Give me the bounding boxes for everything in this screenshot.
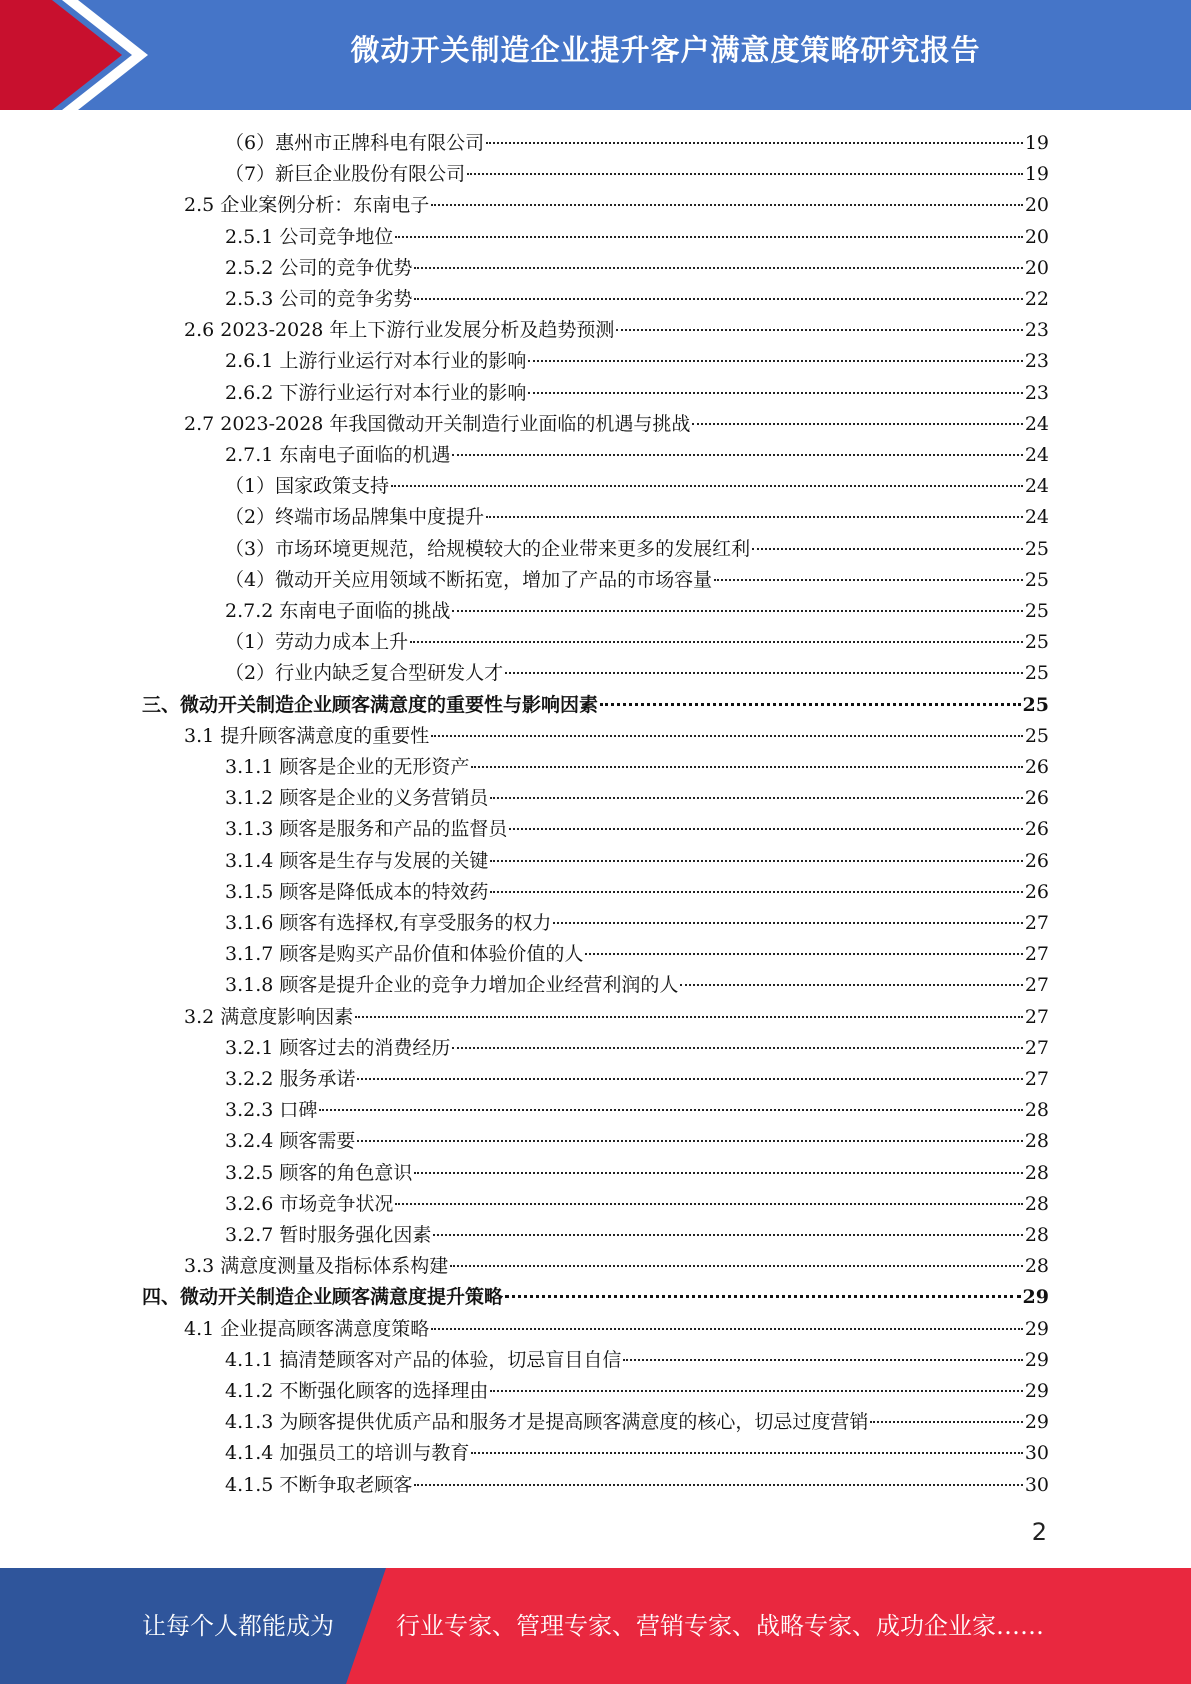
toc-dot-leader	[680, 984, 1022, 986]
toc-entry-title: 4.1.5 不断争取老顾客	[225, 1474, 413, 1496]
toc-entry[interactable]	[225, 378, 1049, 409]
toc-entry-title: 3.2.4 顾客需要	[225, 1130, 356, 1152]
toc-dot-leader	[505, 1295, 1021, 1298]
toc-entry-page: 25	[1024, 569, 1049, 591]
toc-entry-page: 23	[1024, 382, 1049, 404]
toc-dot-leader	[357, 1078, 1022, 1080]
toc-dot-leader	[600, 703, 1021, 706]
toc-entry-page: 27	[1024, 1006, 1049, 1028]
toc-entry[interactable]	[225, 128, 1049, 159]
toc-entry-page: 27	[1024, 943, 1049, 965]
toc-entry[interactable]	[225, 658, 1049, 689]
toc-entry-page: 29	[1024, 1411, 1049, 1433]
toc-entry-page: 25	[1024, 538, 1049, 560]
toc-entry-title: 四、微动开关制造企业顾客满意度提升策略	[142, 1286, 504, 1308]
toc-entry-page: 27	[1024, 1037, 1049, 1059]
toc-entry[interactable]	[184, 190, 1049, 221]
toc-entry[interactable]	[225, 814, 1049, 845]
toc-dot-leader	[585, 953, 1022, 955]
toc-entry[interactable]	[225, 502, 1049, 533]
toc-entry-title: 3.2.7 暂时服务强化因素	[225, 1224, 432, 1246]
toc-entry-page: 19	[1024, 132, 1049, 154]
footer-slogan-left: 让每个人都能成为	[142, 1612, 334, 1640]
toc-entry[interactable]	[225, 783, 1049, 814]
page-number: 2	[1031, 1518, 1047, 1546]
toc-entry-title: （1）劳动力成本上升	[225, 631, 409, 653]
toc-dot-leader	[452, 1047, 1022, 1049]
toc-dot-leader	[870, 1421, 1022, 1423]
toc-entry[interactable]	[225, 1158, 1049, 1189]
toc-entry[interactable]	[225, 877, 1049, 908]
toc-entry[interactable]	[225, 284, 1049, 315]
toc-entry[interactable]	[225, 1064, 1049, 1095]
toc-entry-page: 24	[1024, 413, 1049, 435]
toc-entry-title: 2.6.2 下游行业运行对本行业的影响	[225, 382, 527, 404]
toc-dot-leader	[692, 423, 1022, 425]
toc-entry[interactable]	[225, 970, 1049, 1001]
toc-entry-title: 2.5.3 公司的竞争劣势	[225, 288, 413, 310]
toc-entry-title: 3.1.5 顾客是降低成本的特效药	[225, 881, 489, 903]
toc-entry-page: 28	[1024, 1224, 1049, 1246]
toc-entry[interactable]	[225, 346, 1049, 377]
toc-dot-leader	[714, 579, 1023, 581]
toc-entry-page: 24	[1024, 506, 1049, 528]
toc-entry-page: 24	[1024, 444, 1049, 466]
toc-entry-title: （7）新巨企业股份有限公司	[225, 163, 466, 185]
toc-dot-leader	[414, 1484, 1022, 1486]
toc-dot-leader	[431, 1328, 1023, 1330]
toc-entry-page: 26	[1024, 756, 1049, 778]
toc-entry-title: （3）市场环境更规范，给规模较大的企业带来更多的发展红利	[225, 538, 751, 560]
toc-entry-page: 28	[1024, 1193, 1049, 1215]
toc-dot-leader	[623, 1359, 1022, 1361]
toc-dot-leader	[414, 267, 1022, 269]
toc-dot-leader	[431, 735, 1023, 737]
toc-entry[interactable]	[225, 1376, 1049, 1407]
toc-entry-title: 3.1.2 顾客是企业的义务营销员	[225, 787, 489, 809]
toc-entry[interactable]	[225, 565, 1049, 596]
toc-entry[interactable]	[184, 409, 1049, 440]
toc-entry-title: 3.1.1 顾客是企业的无形资产	[225, 756, 470, 778]
toc-entry-page: 25	[1024, 600, 1049, 622]
toc-entry[interactable]	[225, 1189, 1049, 1220]
toc-entry[interactable]	[184, 1251, 1049, 1282]
toc-entry[interactable]	[225, 534, 1049, 565]
toc-dot-leader	[505, 672, 1023, 674]
toc-dot-leader	[395, 236, 1022, 238]
toc-dot-leader	[452, 610, 1022, 612]
toc-entry[interactable]	[225, 908, 1049, 939]
toc-entry-title: 4.1.2 不断强化顾客的选择理由	[225, 1380, 489, 1402]
toc-entry-title: 3.2 满意度影响因素	[184, 1006, 354, 1028]
toc-dot-leader	[414, 298, 1022, 300]
toc-entry-page: 27	[1024, 912, 1049, 934]
toc-dot-leader	[490, 797, 1022, 799]
toc-entry[interactable]	[225, 1220, 1049, 1251]
toc-entry[interactable]	[225, 596, 1049, 627]
toc-entry-title: 2.5 企业案例分析：东南电子	[184, 194, 430, 216]
toc-entry-title: 3.2.5 顾客的角色意识	[225, 1162, 413, 1184]
toc-entry-title: 2.6.1 上游行业运行对本行业的影响	[225, 350, 527, 372]
toc-entry-title: （2）行业内缺乏复合型研发人才	[225, 662, 504, 684]
toc-entry[interactable]	[225, 1126, 1049, 1157]
toc-entry-title: （1）国家政策支持	[225, 475, 390, 497]
toc-entry-page: 28	[1024, 1099, 1049, 1121]
toc-entry[interactable]	[225, 939, 1049, 970]
toc-entry-page: 26	[1024, 881, 1049, 903]
toc-dot-leader	[490, 860, 1022, 862]
toc-dot-leader	[509, 828, 1022, 830]
toc-entry-title: 三、微动开关制造企业顾客满意度的重要性与影响因素	[142, 694, 599, 716]
toc-dot-leader	[528, 360, 1022, 362]
toc-dot-leader	[452, 454, 1022, 456]
toc-entry-page: 26	[1024, 787, 1049, 809]
toc-dot-leader	[357, 1140, 1022, 1142]
toc-entry-page: 29	[1024, 1349, 1049, 1371]
toc-entry-title: 3.1.7 顾客是购买产品价值和体验价值的人	[225, 943, 584, 965]
toc-entry-title: （2）终端市场品牌集中度提升	[225, 506, 485, 528]
toc-entry[interactable]	[225, 1095, 1049, 1126]
toc-entry-title: 3.2.1 顾客过去的消费经历	[225, 1037, 451, 1059]
toc-entry-page: 20	[1024, 226, 1049, 248]
toc-entry-title: 4.1.4 加强员工的培训与教育	[225, 1442, 470, 1464]
toc-dot-leader	[431, 204, 1023, 206]
toc-entry-title: 3.1.3 顾客是服务和产品的监督员	[225, 818, 508, 840]
toc-entry[interactable]	[225, 253, 1049, 284]
toc-entry-title: 3.2.3 口碑	[225, 1099, 318, 1121]
toc-dot-leader	[528, 392, 1022, 394]
toc-entry-title: 2.6 2023-2028 年上下游行业发展分析及趋势预测	[184, 319, 615, 341]
toc-entry[interactable]	[184, 1314, 1049, 1345]
toc-entry[interactable]	[225, 846, 1049, 877]
toc-entry-title: 2.5.2 公司的竞争优势	[225, 257, 413, 279]
toc-entry-title: 3.2.6 市场竞争状况	[225, 1193, 394, 1215]
toc-entry-page: 25	[1024, 725, 1049, 747]
toc-entry-page: 23	[1024, 350, 1049, 372]
toc-entry[interactable]	[184, 721, 1049, 752]
toc-dot-leader	[490, 1390, 1022, 1392]
toc-entry-page: 25	[1024, 662, 1049, 684]
toc-entry-title: 3.1.8 顾客是提升企业的竞争力增加企业经营利润的人	[225, 974, 679, 996]
toc-entry-page: 27	[1024, 1068, 1049, 1090]
toc-entry-page: 28	[1024, 1255, 1049, 1277]
toc-entry-page: 30	[1024, 1474, 1049, 1496]
toc-entry[interactable]	[225, 471, 1049, 502]
toc-entry[interactable]	[225, 1438, 1049, 1469]
toc-entry-page: 27	[1024, 974, 1049, 996]
toc-entry-page: 26	[1024, 818, 1049, 840]
toc-entry-title: 2.7.1 东南电子面临的机遇	[225, 444, 451, 466]
footer-slogan-right: 行业专家、管理专家、营销专家、战略专家、成功企业家……	[396, 1612, 1044, 1640]
toc-entry[interactable]	[142, 690, 1049, 721]
toc-entry[interactable]	[184, 1002, 1049, 1033]
toc-entry-page: 25	[1024, 631, 1049, 653]
toc-entry-title: 3.1.6 顾客有选择权,有享受服务的权力	[225, 912, 552, 934]
toc-entry-page: 29	[1024, 1380, 1049, 1402]
toc-entry[interactable]	[142, 1282, 1049, 1313]
page-header	[0, 0, 1191, 110]
toc-dot-leader	[752, 548, 1023, 550]
toc-entry[interactable]	[225, 222, 1049, 253]
toc-entry-page: 19	[1024, 163, 1049, 185]
toc-entry-title: （6）惠州市正牌科电有限公司	[225, 132, 485, 154]
toc-dot-leader	[467, 173, 1023, 175]
toc-entry-title: 4.1 企业提高顾客满意度策略	[184, 1318, 430, 1340]
toc-entry-title: 2.7.2 东南电子面临的挑战	[225, 600, 451, 622]
toc-entry-title: （4）微动开关应用领域不断拓宽，增加了产品的市场容量	[225, 569, 713, 591]
toc-entry[interactable]	[225, 159, 1049, 190]
toc-dot-leader	[616, 329, 1022, 331]
toc-entry[interactable]	[225, 1407, 1049, 1438]
toc-dot-leader	[450, 1265, 1023, 1267]
toc-entry-title: 3.1 提升顾客满意度的重要性	[184, 725, 430, 747]
toc-entry-title: 3.3 满意度测量及指标体系构建	[184, 1255, 449, 1277]
toc-entry[interactable]	[225, 627, 1049, 658]
toc-entry[interactable]	[225, 440, 1049, 471]
toc-entry-page: 24	[1024, 475, 1049, 497]
report-title: 微动开关制造企业提升客户满意度策略研究报告	[350, 33, 981, 67]
toc-entry-title: 2.5.1 公司竞争地位	[225, 226, 394, 248]
toc-entry[interactable]	[225, 752, 1049, 783]
toc-dot-leader	[319, 1109, 1022, 1111]
toc-dot-leader	[433, 1234, 1022, 1236]
toc-dot-leader	[355, 1016, 1023, 1018]
toc-entry-page: 25	[1022, 694, 1049, 716]
toc-entry-page: 22	[1024, 288, 1049, 310]
toc-dot-leader	[395, 1203, 1022, 1205]
toc-dot-leader	[490, 891, 1022, 893]
toc-entry-page: 23	[1024, 319, 1049, 341]
toc-dot-leader	[486, 142, 1023, 144]
toc-entry-page: 20	[1024, 257, 1049, 279]
toc-entry[interactable]	[225, 1345, 1049, 1376]
toc-dot-leader	[414, 1172, 1022, 1174]
toc-entry-page: 30	[1024, 1442, 1049, 1464]
toc-entry-title: 3.1.4 顾客是生存与发展的关键	[225, 850, 489, 872]
toc-dot-leader	[471, 766, 1022, 768]
toc-dot-leader	[410, 641, 1023, 643]
toc-entry-page: 20	[1024, 194, 1049, 216]
toc-entry-title: 4.1.1 搞清楚顾客对产品的体验，切忌盲目自信	[225, 1349, 622, 1371]
toc-entry-page: 29	[1022, 1286, 1049, 1308]
toc-entry[interactable]	[184, 315, 1049, 346]
page-footer	[0, 1568, 1191, 1684]
toc-entry-title: 4.1.3 为顾客提供优质产品和服务才是提高顾客满意度的核心，切忌过度营销	[225, 1411, 869, 1433]
toc-dot-leader	[471, 1452, 1022, 1454]
toc-entry-page: 26	[1024, 850, 1049, 872]
toc-entry[interactable]	[225, 1470, 1049, 1501]
toc-entry-page: 29	[1024, 1318, 1049, 1340]
toc-entry-title: 2.7 2023-2028 年我国微动开关制造行业面临的机遇与挑战	[184, 413, 691, 435]
toc-entry-title: 3.2.2 服务承诺	[225, 1068, 356, 1090]
toc-entry-page: 28	[1024, 1130, 1049, 1152]
toc-dot-leader	[553, 922, 1022, 924]
toc-dot-leader	[391, 485, 1023, 487]
toc-entry-page: 28	[1024, 1162, 1049, 1184]
toc-entry[interactable]	[225, 1033, 1049, 1064]
toc-dot-leader	[486, 516, 1023, 518]
